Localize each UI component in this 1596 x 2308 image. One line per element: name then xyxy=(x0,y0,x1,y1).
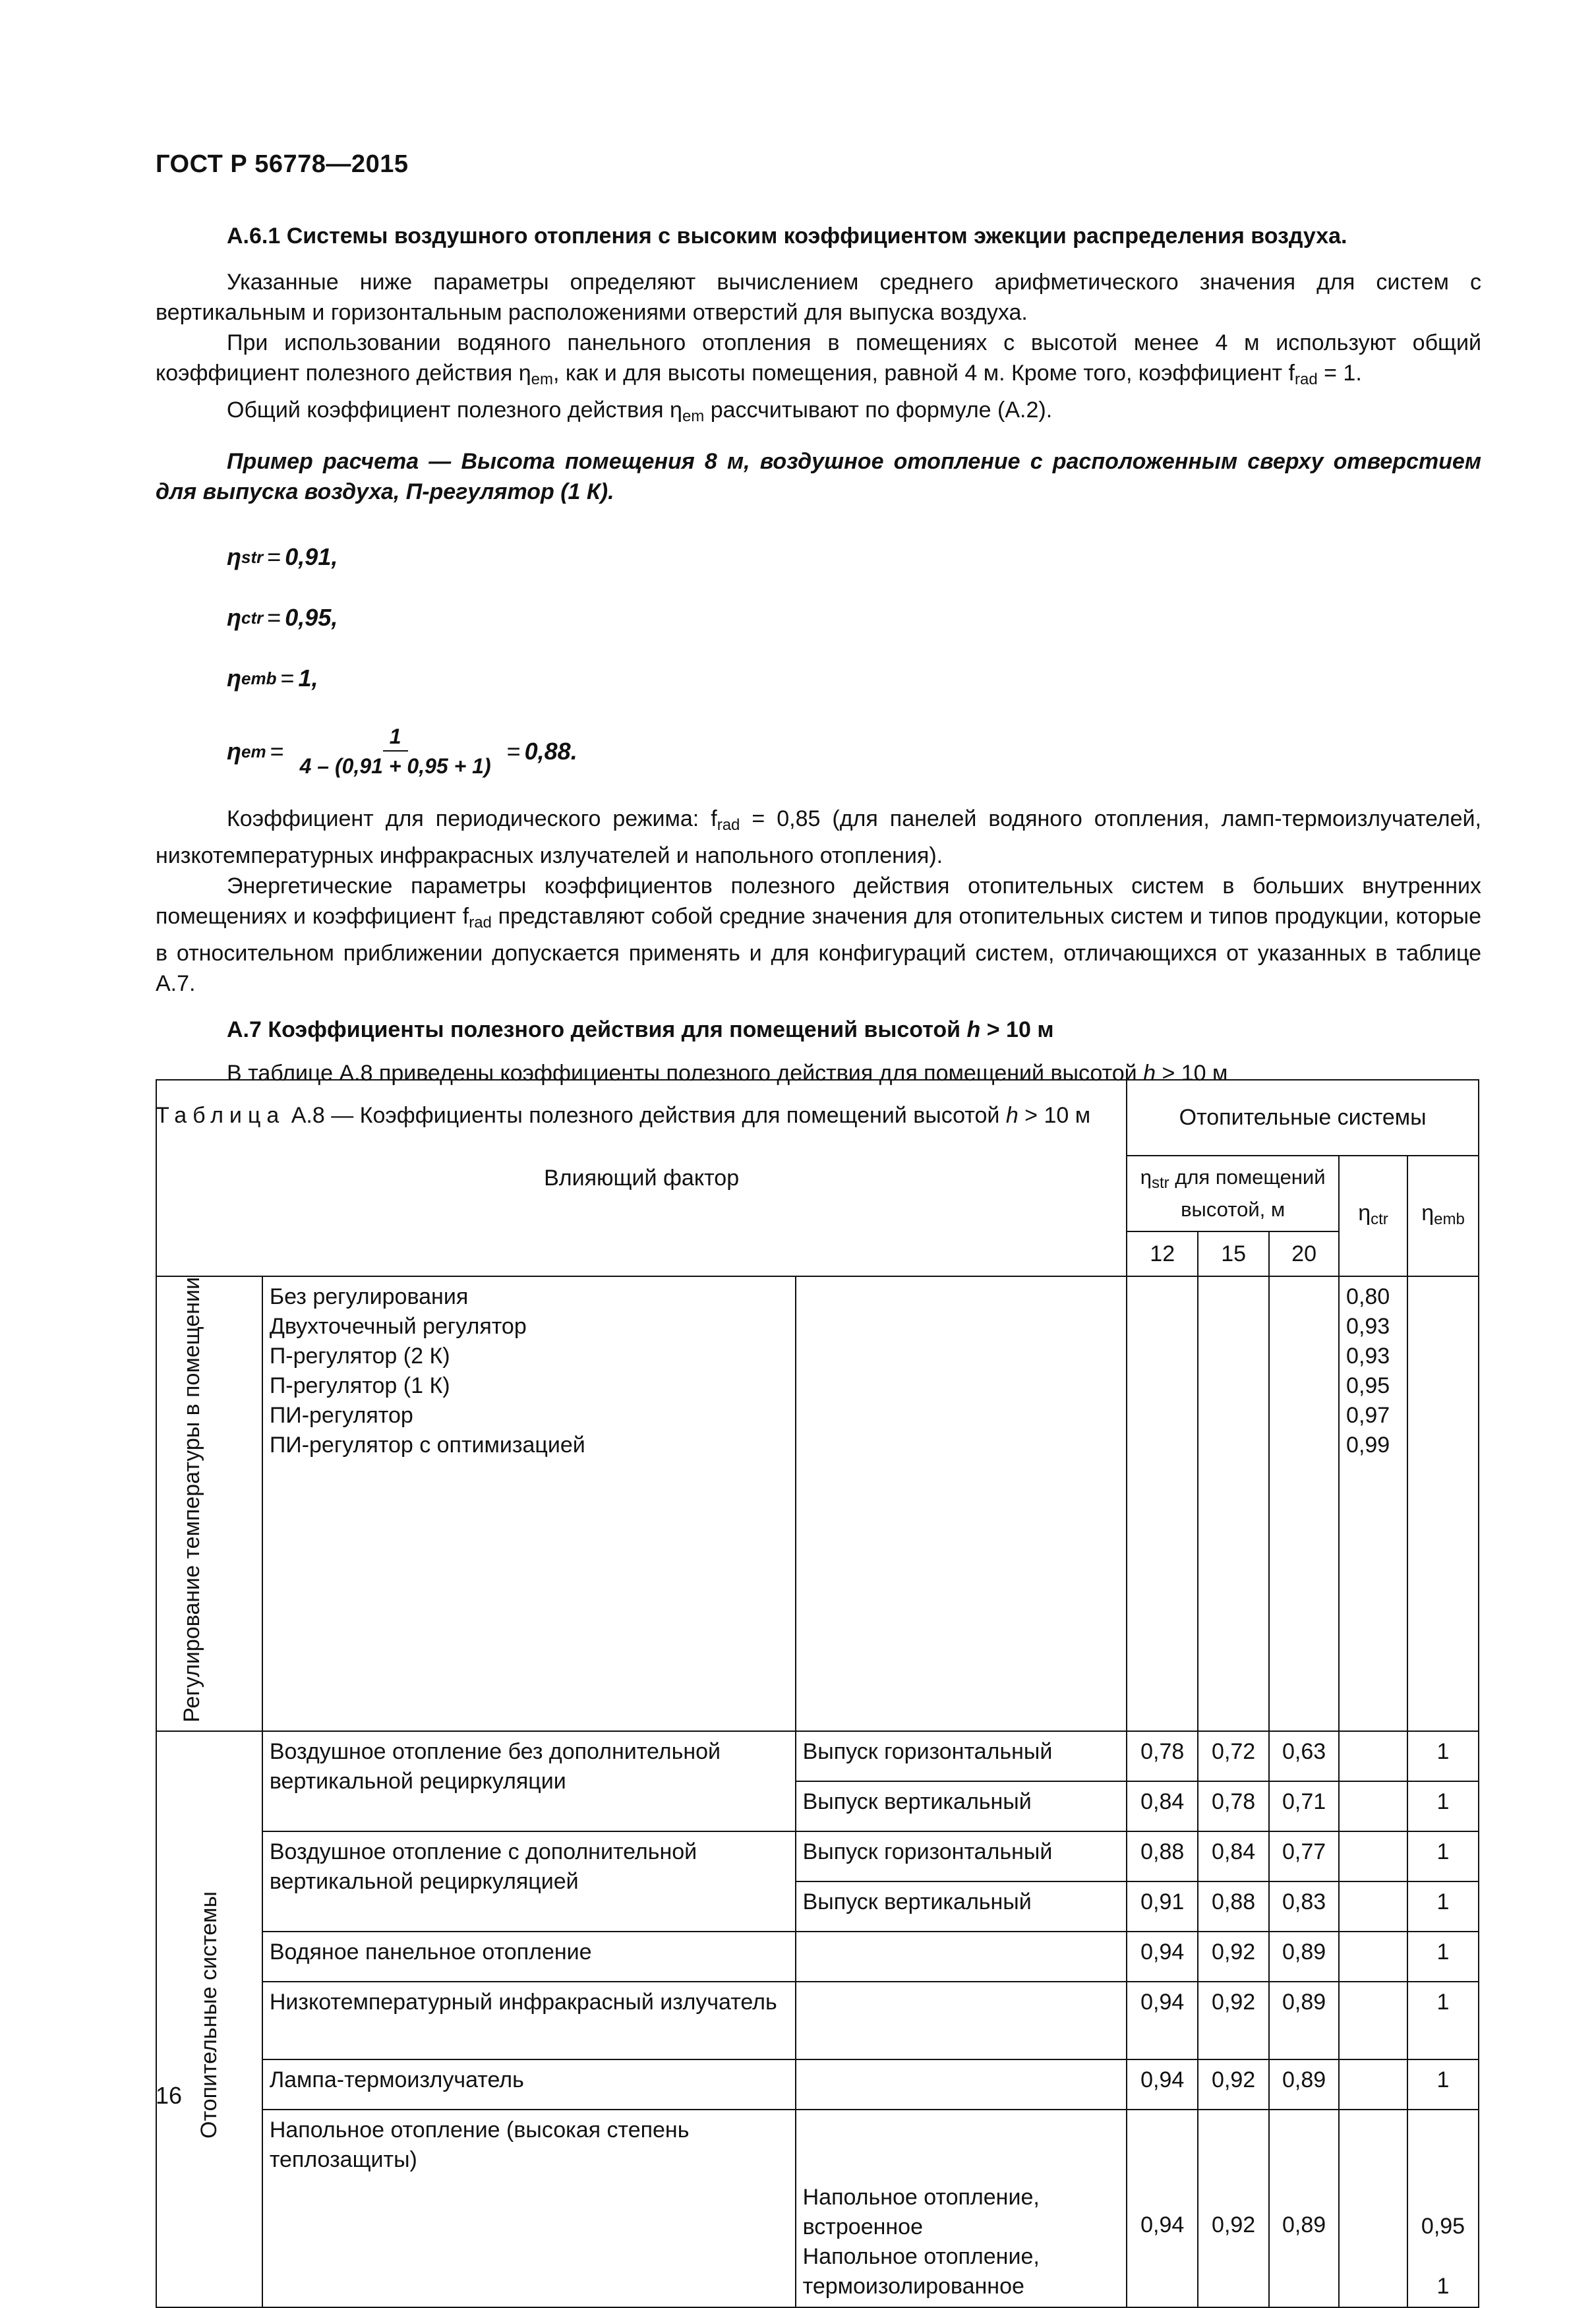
paragraph xyxy=(156,871,1481,999)
text: А.8 — Коэффициенты полезного действия для помещений высотой xyxy=(285,1103,1006,1128)
eta-symbol: η xyxy=(1358,1200,1371,1226)
variable-h: h xyxy=(1143,1061,1156,1086)
value-emb: 1 xyxy=(1407,1881,1479,1932)
text: А.7 Коэффициенты полезного действия для помещений высотой xyxy=(227,1017,967,1042)
formula-eta-str xyxy=(227,527,1481,587)
fraction-denominator: 4 – (0,91 + 0,95 + 1) xyxy=(299,754,491,778)
subscript: emb xyxy=(1434,1210,1465,1228)
text: для помещений высотой, м xyxy=(1169,1166,1326,1221)
ctr-values xyxy=(1339,1276,1407,1731)
regulation-items xyxy=(262,1276,796,1731)
empty-cell xyxy=(1339,2110,1407,2307)
value-h20: 0,89 xyxy=(1269,2059,1339,2110)
header-eta-ctr xyxy=(1339,1156,1407,1276)
header-factor: Влияющий фактор xyxy=(156,1080,1127,1276)
system-variant: Выпуск вертикальный xyxy=(796,1781,1127,1831)
ctr-value: 0,93 xyxy=(1346,1314,1390,1339)
empty-cell xyxy=(1339,2059,1407,2110)
subscript: str xyxy=(1151,1174,1169,1192)
subscript: em xyxy=(682,407,705,425)
value-h15: 0,92 xyxy=(1198,2059,1269,2110)
subscript: str xyxy=(241,547,264,567)
empty-cell xyxy=(1339,1932,1407,1982)
value-h15: 0,92 xyxy=(1198,1932,1269,1982)
empty-cell xyxy=(1339,1982,1407,2059)
header-height-12: 12 xyxy=(1127,1231,1198,1276)
eta-symbol: η xyxy=(227,604,241,631)
vertical-text: Регулирование температуры в помещении xyxy=(179,1277,205,1723)
efficiency-table xyxy=(156,1079,1479,2308)
value-h20: 0,63 xyxy=(1269,1731,1339,1781)
formula-value: 1, xyxy=(298,665,318,692)
section-a7-heading xyxy=(156,1015,1481,1045)
variable-h: h xyxy=(1005,1103,1019,1128)
paragraph: Указанные ниже параметры определяют вычислением среднего арифметического значения для систем с вертикальным и горизонтальным расположениями отверстий для выпуска воздуха. xyxy=(156,270,1481,325)
header-eta-emb xyxy=(1407,1156,1479,1276)
value-h20: 0,89 xyxy=(1269,1982,1339,2059)
text: Энергетические параметры коэффициентов полезного действия отопительных систем в больших внутренних помещениях и коэффициент f xyxy=(156,873,1481,929)
subscript: em xyxy=(241,742,266,761)
system-name: Водяное панельное отопление xyxy=(262,1932,796,1982)
floor-variants xyxy=(796,2110,1127,2307)
list-item: ПИ-регулятор xyxy=(269,1403,413,1428)
system-variant: Напольное отопление, встроенное xyxy=(802,2184,1040,2239)
equals-sign: = xyxy=(267,604,281,631)
value-h12: 0,91 xyxy=(1127,1881,1198,1932)
system-name: Воздушное отопление с дополнительной вертикальной рециркуляцией xyxy=(262,1831,796,1932)
equals-sign: = xyxy=(506,738,521,765)
page-number: 16 xyxy=(156,2082,183,2109)
system-name: Низкотемпературный инфракрасный излучатель xyxy=(262,1982,796,2059)
system-variant: Выпуск вертикальный xyxy=(796,1881,1127,1932)
value-h20: 0,89 xyxy=(1269,1932,1339,1982)
list-item: ПИ-регулятор с оптимизацией xyxy=(269,1433,585,1458)
eta-symbol: η xyxy=(1421,1200,1434,1226)
text: > 10 м xyxy=(980,1017,1054,1042)
system-variant: Выпуск горизонтальный xyxy=(796,1731,1127,1781)
empty-cell xyxy=(1407,1276,1479,1731)
eta-symbol: η xyxy=(227,738,241,765)
system-name: Воздушное отопление без дополнительной вертикальной рециркуляции xyxy=(262,1731,796,1831)
text: Коэффициент для периодического режима: f xyxy=(227,806,717,831)
paragraph xyxy=(156,395,1481,432)
text: Общий коэффициент полезного действия η xyxy=(227,398,682,423)
text: > 10 м xyxy=(1156,1061,1228,1086)
formula-eta-ctr xyxy=(227,587,1481,648)
text: представляют собой средние значения для отопительных систем и типов продукции, которые в относительном приближении допускается применять и для конфигураций систем, отличающихся от указанных в таблице А.7. xyxy=(156,904,1481,996)
text: = 0,85 (для панелей водяного отопления, ламп-термоизлучателей, низкотемпературных инфракрасных излучателей и напольного отопления). xyxy=(156,806,1481,868)
value-emb: 1 xyxy=(1407,1781,1479,1831)
empty-cell xyxy=(1339,1881,1407,1932)
subscript: rad xyxy=(1294,370,1318,388)
list-item: П-регулятор (2 К) xyxy=(269,1344,450,1369)
empty-cell xyxy=(796,1276,1127,1731)
section-a61-heading: А.6.1 Системы воздушного отопления с высоким коэффициентом эжекции распределения воздуха. xyxy=(227,223,1347,249)
ctr-value: 0,97 xyxy=(1346,1403,1390,1428)
fraction xyxy=(293,724,498,779)
text: , как и для высоты помещения, равной 4 м. Кроме того, коэффициент f xyxy=(552,361,1295,386)
value-emb xyxy=(1407,2110,1479,2307)
empty-cell xyxy=(1198,1276,1269,1731)
value-h20: 0,89 xyxy=(1269,2110,1339,2307)
value-h15: 0,84 xyxy=(1198,1831,1269,1881)
fraction-numerator: 1 xyxy=(383,724,408,752)
empty-cell xyxy=(1339,1831,1407,1881)
empty-cell xyxy=(796,1932,1127,1982)
caption-label: Таблица xyxy=(156,1103,285,1128)
value-h15: 0,92 xyxy=(1198,2110,1269,2307)
system-variant: Выпуск горизонтальный xyxy=(796,1831,1127,1881)
equals-sign: = xyxy=(280,665,295,692)
value-h12: 0,94 xyxy=(1127,2059,1198,2110)
formula-eta-em xyxy=(227,709,1481,794)
list-item: Без регулирования xyxy=(269,1284,469,1309)
group-label-regulation xyxy=(156,1276,262,1731)
equals-sign: = xyxy=(270,738,284,765)
eta-symbol: η xyxy=(227,665,241,692)
subscript: ctr xyxy=(1371,1210,1388,1228)
text: В таблице А.8 приведены коэффициенты полезного действия для помещений высотой xyxy=(227,1061,1144,1086)
emb-value: 0,95 xyxy=(1421,2213,1465,2239)
value-emb: 1 xyxy=(1407,1831,1479,1881)
subscript: emb xyxy=(241,668,277,688)
subscript: ctr xyxy=(241,608,264,628)
system-name: Лампа-термоизлучатель xyxy=(262,2059,796,2110)
value-h12: 0,78 xyxy=(1127,1731,1198,1781)
empty-cell xyxy=(796,1982,1127,2059)
empty-cell xyxy=(1339,1731,1407,1781)
text: рассчитывают по формуле (А.2). xyxy=(704,398,1053,423)
ctr-value: 0,80 xyxy=(1346,1284,1390,1309)
value-h12: 0,94 xyxy=(1127,2110,1198,2307)
variable-h: h xyxy=(966,1017,981,1042)
equals-sign: = xyxy=(267,543,281,570)
header-height-20: 20 xyxy=(1269,1231,1339,1276)
ctr-value: 0,95 xyxy=(1346,1373,1390,1398)
value-emb: 1 xyxy=(1407,2059,1479,2110)
value-h20: 0,77 xyxy=(1269,1831,1339,1881)
formula-value: 0,91, xyxy=(285,543,338,570)
value-emb: 1 xyxy=(1407,1982,1479,2059)
value-h15: 0,72 xyxy=(1198,1731,1269,1781)
header-eta-str xyxy=(1127,1156,1339,1231)
value-emb: 1 xyxy=(1407,1731,1479,1781)
value-h15: 0,92 xyxy=(1198,1982,1269,2059)
document-header: ГОСТ Р 56778—2015 xyxy=(156,150,409,178)
header-systems: Отопительные системы xyxy=(1127,1080,1479,1156)
paragraph xyxy=(156,804,1481,871)
empty-cell xyxy=(796,2059,1127,2110)
formula-value: 0,95, xyxy=(285,604,338,631)
text: При использовании водяного панельного отопления в помещениях с высотой менее 4 м используют общий коэффициент полезного действия η xyxy=(156,330,1481,386)
value-h12: 0,84 xyxy=(1127,1781,1198,1831)
list-item: Двухточечный регулятор xyxy=(269,1314,527,1339)
system-variant: Напольное отопление, термоизолированное xyxy=(802,2243,1040,2299)
subscript: rad xyxy=(717,816,740,834)
eta-symbol: η xyxy=(1140,1166,1152,1189)
header-height-15: 15 xyxy=(1198,1231,1269,1276)
value-h12: 0,94 xyxy=(1127,1932,1198,1982)
empty-cell xyxy=(1127,1276,1198,1731)
text: > 10 м xyxy=(1018,1103,1091,1128)
eta-symbol: η xyxy=(227,543,241,570)
value-emb: 1 xyxy=(1407,1932,1479,1982)
ctr-value: 0,93 xyxy=(1346,1344,1390,1369)
list-item: П-регулятор (1 К) xyxy=(269,1373,450,1398)
value-h20: 0,83 xyxy=(1269,1881,1339,1932)
formula-value: 0,88. xyxy=(524,738,577,765)
example-title: Пример расчета — Высота помещения 8 м, воздушное отопление с расположенным сверху отверстием для выпуска воздуха, П-регулятор (1 К). xyxy=(156,449,1481,504)
empty-cell xyxy=(1269,1276,1339,1731)
value-h20: 0,71 xyxy=(1269,1781,1339,1831)
formula-eta-emb xyxy=(227,648,1481,709)
value-h15: 0,78 xyxy=(1198,1781,1269,1831)
value-h15: 0,88 xyxy=(1198,1881,1269,1932)
value-h12: 0,88 xyxy=(1127,1831,1198,1881)
group-label-systems xyxy=(156,1731,262,2307)
value-h12: 0,94 xyxy=(1127,1982,1198,2059)
main-content xyxy=(156,221,1481,1139)
paragraph xyxy=(156,328,1481,395)
subscript: rad xyxy=(469,914,492,932)
vertical-text: Отопительные системы xyxy=(196,1891,222,2139)
empty-cell xyxy=(1339,1781,1407,1831)
system-name: Напольное отопление (высокая степень теплозащиты) xyxy=(262,2110,796,2307)
subscript: em xyxy=(531,370,553,388)
emb-value: 1 xyxy=(1436,2273,1450,2299)
text: = 1. xyxy=(1317,361,1362,386)
ctr-value: 0,99 xyxy=(1346,1433,1390,1458)
